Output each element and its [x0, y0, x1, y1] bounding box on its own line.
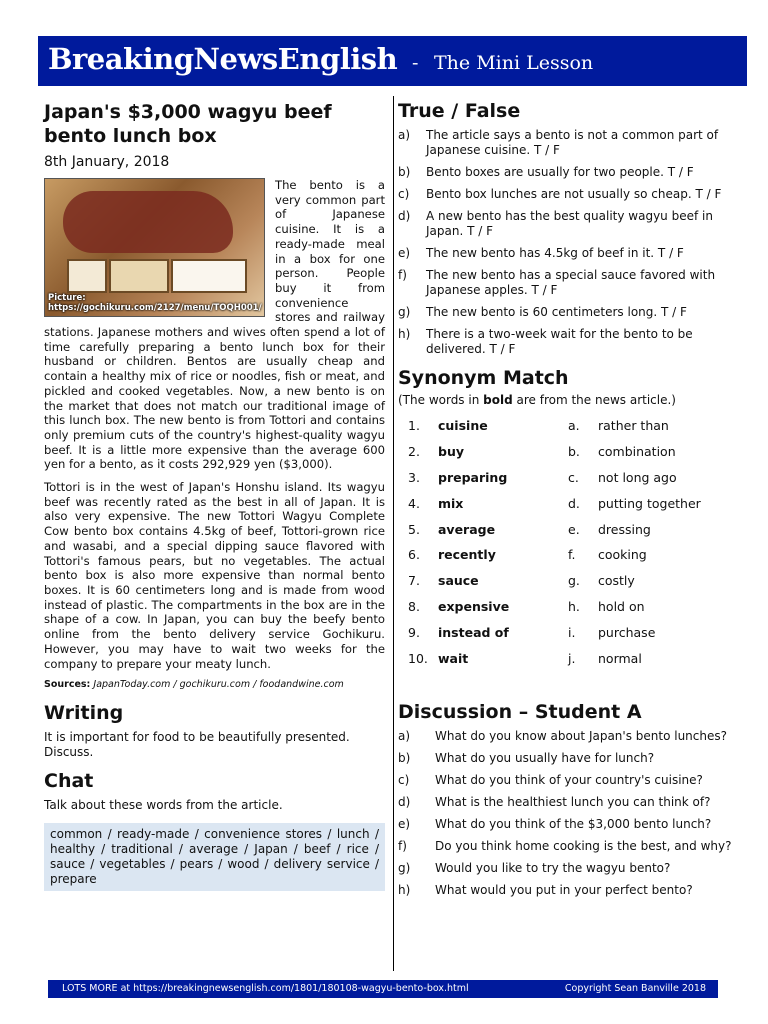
- row-word: average: [438, 521, 496, 537]
- row-match: not long ago: [598, 469, 677, 485]
- footer-link[interactable]: LOTS MORE at https://breakingnewsenglish.com/1801/180108-wagyu-bento-box.html: [62, 983, 469, 994]
- row-match: hold on: [598, 598, 645, 614]
- item-text: Would you like to try the wagyu bento?: [435, 860, 671, 875]
- synonym-note-pre: (The words in: [398, 393, 484, 407]
- sources-label: Sources:: [44, 679, 91, 691]
- synonym-heading: Synonym Match: [398, 367, 569, 389]
- article-paragraph-1: The bento is a very common part of Japanese cuisine. It is a ready-made meal in a box for one person. People buy it from convenience stores and railway stations. Japanese mothers and wives often spend a lot of time carefully preparing a bento lunch box for their husband or children. Bentos are usually cheap and contain a healthy mix of rice or noodles, fish or meat, and pickled and cooked vegetables. Now, a new bento is on the market that does not match our traditional image of this lunch box. The new bento is from Tottori and contains only premium cuts of the country's highest-quality wagyu beef. It is a little more expensive than the average 600 yen for a bento, as it costs 292,929 yen ($3,000).: [44, 178, 385, 472]
- true-false-heading: True / False: [398, 100, 521, 122]
- true-false-list: [398, 128, 738, 357]
- row-number: 9.: [408, 624, 420, 640]
- row-word: mix: [438, 495, 464, 511]
- list-item: [398, 246, 738, 261]
- row-number: 7.: [408, 573, 420, 589]
- list-item: [398, 305, 738, 320]
- item-text: Bento boxes are usually for two people. T / F: [426, 165, 694, 179]
- compartment: [109, 259, 169, 293]
- item-letter: g): [398, 860, 411, 875]
- row-number: 10.: [408, 650, 428, 666]
- chat-intro: Talk about these words from the article.: [44, 798, 283, 813]
- article-title: [44, 100, 385, 148]
- sources-line: [44, 679, 385, 690]
- item-text: What do you think of the $3,000 bento lunch?: [435, 816, 712, 831]
- list-item: [398, 165, 738, 180]
- row-number: 4.: [408, 495, 420, 511]
- row-word: buy: [438, 444, 464, 460]
- item-text: The new bento has 4.5kg of beef in it. T / F: [426, 246, 684, 260]
- row-number: 1.: [408, 418, 420, 434]
- writing-heading: Writing: [44, 702, 124, 725]
- table-row: [408, 542, 701, 568]
- item-letter: b): [398, 750, 411, 765]
- sources-list: JapanToday.com / gochikuru.com / foodandwine.com: [93, 679, 344, 691]
- item-text: What do you think of your country's cuisine?: [435, 772, 703, 787]
- row-word: preparing: [438, 469, 508, 485]
- row-match: normal: [598, 650, 642, 666]
- row-letter: c.: [568, 469, 579, 485]
- item-letter: d): [398, 794, 411, 809]
- synonym-note-bold: bold: [483, 393, 513, 407]
- table-row: [408, 465, 701, 491]
- item-text: A new bento has the best quality wagyu beef in Japan. T / F: [426, 209, 713, 238]
- photo-caption-label: Picture:: [48, 293, 86, 303]
- article-title-line2: bento lunch box: [44, 125, 217, 147]
- item-text: What do you usually have for lunch?: [435, 750, 655, 765]
- list-item: [398, 883, 738, 898]
- row-match: putting together: [598, 495, 701, 511]
- synonym-note-post: are from the news article.): [512, 393, 676, 407]
- item-letter: f): [398, 268, 407, 282]
- list-item: [398, 187, 738, 202]
- photo-caption: [48, 293, 262, 313]
- brand-title: BreakingNewsEnglish: [48, 42, 398, 76]
- item-letter: b): [398, 165, 411, 179]
- table-row: [408, 568, 701, 594]
- row-match: rather than: [598, 418, 669, 434]
- row-letter: d.: [568, 495, 580, 511]
- list-item: [398, 839, 738, 854]
- item-text: What is the healthiest lunch you can think of?: [435, 794, 711, 809]
- header-subtitle: The Mini Lesson: [434, 52, 594, 74]
- discussion-list: [398, 729, 738, 898]
- table-row: [408, 594, 701, 620]
- row-word: recently: [438, 547, 496, 563]
- list-item: [398, 795, 738, 810]
- item-text: What do you know about Japan's bento lunches?: [435, 728, 727, 743]
- item-letter: e): [398, 816, 411, 831]
- list-item: [398, 773, 738, 788]
- item-letter: h): [398, 327, 411, 341]
- header-dash: -: [412, 52, 419, 74]
- row-letter: f.: [568, 547, 576, 563]
- item-letter: a): [398, 728, 411, 743]
- article-date: 8th January, 2018: [44, 154, 170, 170]
- row-word: instead of: [438, 624, 509, 640]
- row-match: dressing: [598, 521, 651, 537]
- right-column: [398, 100, 738, 905]
- compartment: [171, 259, 247, 293]
- list-item: [398, 729, 738, 744]
- row-letter: e.: [568, 521, 580, 537]
- table-row: [408, 439, 701, 465]
- item-letter: g): [398, 305, 411, 319]
- table-row: [408, 490, 701, 516]
- page-footer: [48, 980, 718, 998]
- row-match: purchase: [598, 624, 656, 640]
- table-row: [408, 413, 701, 439]
- item-text: Do you think home cooking is the best, and why?: [435, 838, 732, 853]
- item-text: The new bento is 60 centimeters long. T / F: [426, 305, 687, 319]
- row-letter: i.: [568, 624, 576, 640]
- left-column: [44, 100, 385, 891]
- row-word: cuisine: [438, 418, 488, 434]
- list-item: [398, 209, 738, 239]
- chat-heading: Chat: [44, 770, 94, 793]
- item-letter: a): [398, 128, 411, 142]
- list-item: [398, 751, 738, 766]
- table-row: [408, 619, 701, 645]
- item-letter: c): [398, 187, 410, 201]
- row-letter: b.: [568, 444, 580, 460]
- table-row: [408, 516, 701, 542]
- compartment: [67, 259, 107, 293]
- chat-word-box: common / ready-made / convenience stores / lunch / healthy / traditional / average / Japan / beef / rice / sauce / vegetables / pears / wood / delivery service / prepare: [44, 823, 385, 891]
- row-word: wait: [438, 650, 469, 666]
- item-letter: e): [398, 246, 411, 260]
- item-text: There is a two-week wait for the bento to be delivered. T / F: [426, 327, 693, 356]
- row-number: 6.: [408, 547, 420, 563]
- article-title-line1: Japan's $3,000 wagyu beef: [44, 101, 332, 123]
- row-number: 5.: [408, 521, 420, 537]
- row-number: 2.: [408, 444, 420, 460]
- row-letter: j.: [568, 650, 576, 666]
- list-item: [398, 861, 738, 876]
- synonym-note: [398, 393, 738, 407]
- row-letter: h.: [568, 598, 580, 614]
- item-text: Bento box lunches are not usually so cheap. T / F: [426, 187, 722, 201]
- row-match: costly: [598, 573, 635, 589]
- page-header: [38, 36, 747, 86]
- bento-photo: [44, 178, 265, 317]
- item-text: What would you put in your perfect bento?: [435, 882, 693, 897]
- item-letter: c): [398, 772, 410, 787]
- list-item: [398, 128, 738, 158]
- row-word: sauce: [438, 573, 479, 589]
- row-letter: a.: [568, 418, 580, 434]
- table-row: [408, 645, 701, 671]
- writing-text: It is important for food to be beautifully presented. Discuss.: [44, 730, 350, 760]
- row-match: cooking: [598, 547, 647, 563]
- item-letter: h): [398, 882, 411, 897]
- list-item: [398, 327, 738, 357]
- cow-shaped-beef: [63, 191, 233, 253]
- synonym-table: [408, 413, 701, 671]
- row-letter: g.: [568, 573, 580, 589]
- discussion-heading: Discussion – Student A: [398, 700, 642, 723]
- row-match: combination: [598, 444, 676, 460]
- list-item: [398, 268, 738, 298]
- row-number: 8.: [408, 598, 420, 614]
- row-number: 3.: [408, 469, 420, 485]
- item-letter: f): [398, 838, 407, 853]
- item-text: The new bento has a special sauce favored with Japanese apples. T / F: [426, 268, 716, 297]
- photo-caption-url: https://gochikuru.com/2127/menu/TOQH001/: [48, 303, 262, 313]
- item-text: The article says a bento is not a common part of Japanese cuisine. T / F: [426, 128, 719, 157]
- row-word: expensive: [438, 598, 510, 614]
- footer-copyright: Copyright Sean Banville 2018: [564, 983, 706, 994]
- column-divider: [393, 96, 394, 971]
- item-letter: d): [398, 209, 411, 223]
- list-item: [398, 817, 738, 832]
- article-paragraph-2: Tottori is in the west of Japan's Honshu island. Its wagyu beef was recently rated as the best in all of Japan. It is also very expensive. The new Tottori Wagyu Complete Cow bento box contains 4.5kg of beef, Tottori-grown rice and wasabi, and a special dipping sauce flavored with Tottori's famous pears, but no vegetables. The actual bento box is also more expensive than normal bento boxes. It is 60 centimeters long and is made from wood instead of plastic. The compartments in the box are in the shape of a cow. In Japan, you can buy the beefy bento online from the bento delivery service Gochikuru. However, you may have to wait two weeks for the company to prepare your meaty lunch.: [44, 480, 385, 671]
